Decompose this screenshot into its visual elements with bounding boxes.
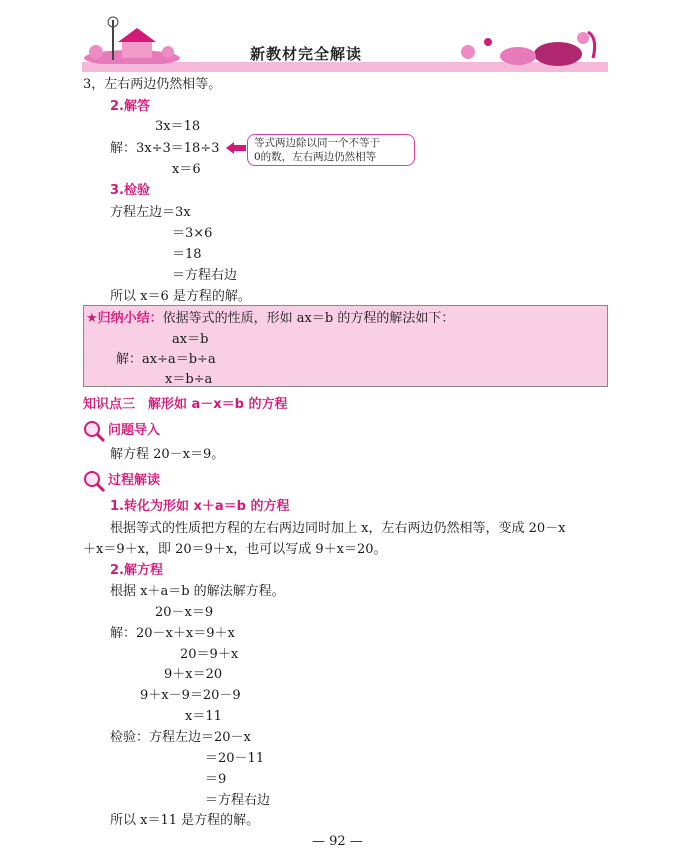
check-line: ＝方程右边 bbox=[205, 793, 271, 808]
equation-line: 9＋x＝20 bbox=[164, 667, 223, 682]
note-callout bbox=[247, 134, 415, 166]
summary-label: ★归纳小结： bbox=[86, 311, 163, 326]
summary-header bbox=[86, 312, 454, 325]
equation-line: 9＋x－9＝20－9 bbox=[140, 688, 241, 703]
equation-line: x＝11 bbox=[185, 709, 222, 724]
equation-line: x＝6 bbox=[172, 162, 201, 177]
check-line: ＝3×6 bbox=[172, 226, 213, 241]
header-title: 新教材完全解读 bbox=[250, 45, 363, 63]
step-heading: 1.转化为形如 x＋a＝b 的方程 bbox=[110, 499, 290, 514]
check-line: ＝20－11 bbox=[205, 751, 265, 766]
equation-line: 3x＝18 bbox=[155, 119, 201, 134]
magnifier-icon bbox=[83, 470, 105, 492]
equation-line: 解：3x÷3＝18÷3 bbox=[110, 141, 220, 156]
equation-line: 解：20－x＋x＝9＋x bbox=[110, 626, 235, 641]
check-line: ＝18 bbox=[172, 247, 202, 262]
arrow-left-icon bbox=[226, 142, 246, 154]
text-line-1: 3，左右两边仍然相等。 bbox=[83, 77, 222, 92]
problem-line: 解方程 20－x＝9。 bbox=[110, 447, 225, 462]
section-title: 知识点三 解形如 a－x＝b 的方程 bbox=[83, 397, 288, 412]
summary-equation: x＝b÷a bbox=[165, 372, 213, 387]
magnifier-icon bbox=[83, 420, 105, 442]
paragraph-line: ＋x＝9＋x，即 20＝9＋x，也可以写成 9＋x＝20。 bbox=[83, 542, 387, 557]
note-line: 0的数，左右两边仍然相等 bbox=[254, 151, 377, 163]
step-heading: 2.解方程 bbox=[110, 563, 163, 578]
check-line: ＝9 bbox=[205, 772, 227, 787]
header-house-illustration-icon bbox=[82, 12, 182, 64]
equation-line: 20＝9＋x bbox=[180, 647, 239, 662]
summary-equation: 解：ax÷a＝b÷a bbox=[116, 352, 216, 367]
paragraph-line: 根据等式的性质把方程的左右两边同时加上 x，左右两边仍然相等，变成 20－x bbox=[110, 521, 566, 536]
equation-line: 20－x＝9 bbox=[155, 605, 214, 620]
conclusion-line: 所以 x＝11 是方程的解。 bbox=[110, 813, 260, 828]
check-line: 检验：方程左边＝20－x bbox=[110, 730, 251, 745]
subheading-process: 过程解读 bbox=[108, 473, 161, 488]
page-number: — 92 — bbox=[312, 834, 363, 849]
paragraph-line: 根据 x＋a＝b 的解法解方程。 bbox=[110, 584, 285, 599]
conclusion-line: 所以 x＝6 是方程的解。 bbox=[110, 289, 251, 304]
heading-check: 3.检验 bbox=[110, 183, 150, 198]
check-line: 方程左边＝3x bbox=[110, 205, 191, 220]
subheading-intro: 问题导入 bbox=[108, 423, 161, 438]
header-flowers-illustration-icon bbox=[448, 28, 608, 66]
note-line: 等式两边除以同一个不等于 bbox=[254, 137, 380, 149]
summary-text: 依据等式的性质，形如 ax＝b 的方程的解法如下： bbox=[162, 311, 455, 326]
summary-equation: ax＝b bbox=[172, 332, 209, 347]
heading-answer: 2.解答 bbox=[110, 99, 150, 114]
check-line: ＝方程右边 bbox=[172, 268, 238, 283]
